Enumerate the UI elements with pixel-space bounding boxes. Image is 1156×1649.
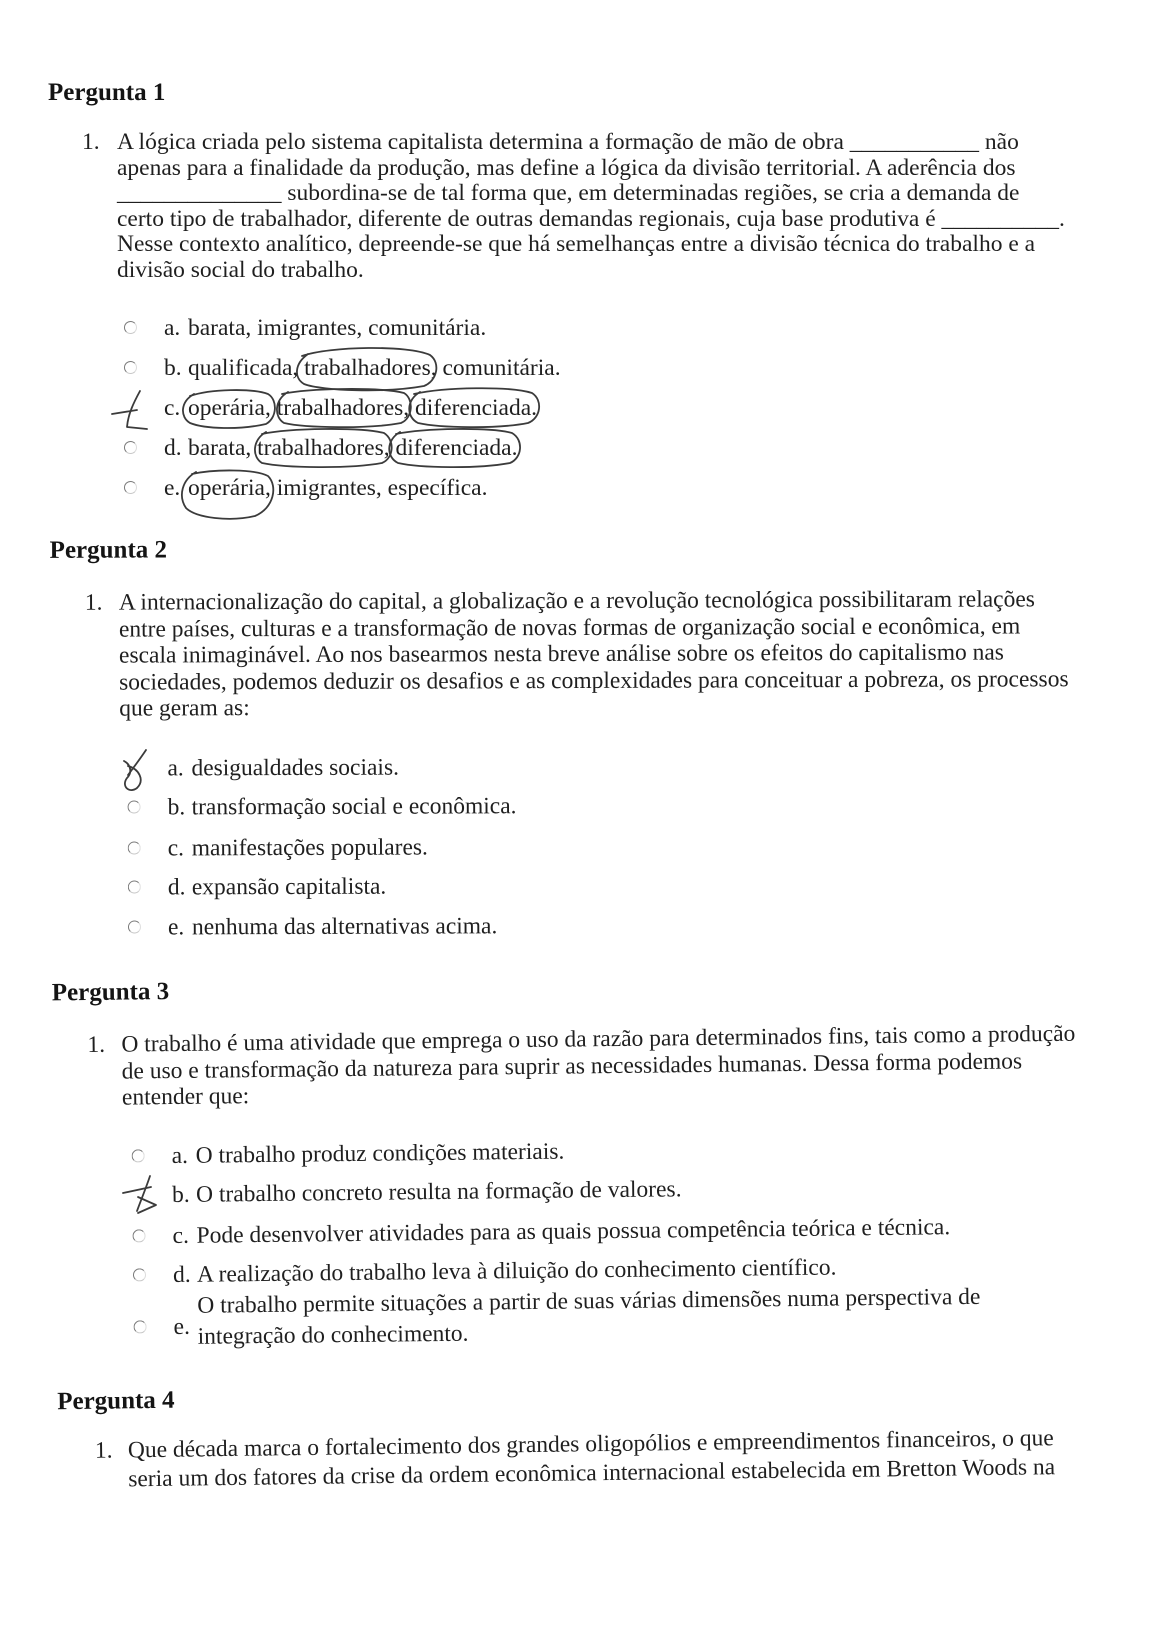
question-text-line: O trabalho é uma atividade que emprega o uso da razão para determinados fins, tais como a produção — [121, 1020, 1076, 1058]
option-text: O trabalho concreto resulta na formação de valores. — [195, 1176, 682, 1208]
question-text-line: Nesse contexto analítico, depreende-se que há semelhanças entre a divisão técnica do trabalho e a — [117, 231, 1036, 258]
option-text: desigualdades sociais. — [191, 754, 399, 782]
option-text: expansão capitalista. — [191, 873, 387, 901]
question-number: 1. — [94, 1437, 113, 1464]
option-text: barata, imigrantes, comunitária. — [188, 315, 487, 341]
question-heading: Pergunta 4 — [57, 1386, 175, 1416]
option-letter: c. — [172, 1222, 190, 1250]
option-letter: c. — [164, 395, 181, 421]
question-text-line: apenas para a finalidade da produção, mas define a lógica da divisão territorial. A aderência dos — [117, 154, 1016, 181]
question-number: 1. — [82, 129, 100, 155]
question-text-line: A lógica criada pelo sistema capitalista determina a formação de mão de obra ___________ não — [117, 129, 1019, 155]
option-text: nenhuma das alternativas acima. — [191, 913, 498, 941]
option-letter: d. — [172, 1261, 191, 1289]
option-letter: a. — [167, 755, 184, 782]
option-letter: d. — [167, 874, 186, 901]
question-text-line: escala inimaginável. Ao nos basearmos nesta breve análise sobre os efeitos do capitalismo nas — [118, 639, 1004, 669]
question-number: 1. — [87, 1031, 106, 1059]
option-letter: c. — [167, 835, 185, 862]
question-text-line: sociedades, podemos deduzir os desafios e as complexidades para conceituar a pobreza, os processos — [119, 666, 1069, 696]
option-letter: a. — [171, 1142, 189, 1170]
option-letter: e. — [164, 475, 181, 501]
question-text-line: divisão social do trabalho. — [117, 256, 364, 283]
option-text: barata, trabalhadores, diferenciada. — [188, 435, 518, 461]
option-letter: b. — [164, 355, 182, 381]
question-text-line: entre países, culturas e a transformação de novas formas de organização social e econômica, em — [118, 613, 1021, 643]
option-text: transformação social e econômica. — [191, 793, 517, 821]
question-text-line: que geram as: — [119, 695, 250, 722]
option-letter: b. — [167, 794, 186, 821]
option-letter: b. — [171, 1181, 190, 1209]
option-text: operária, imigrantes, específica. — [188, 475, 488, 501]
option-text: qualificada, trabalhadores, comunitária. — [188, 355, 561, 381]
option-text: manifestações populares. — [191, 834, 428, 862]
question-text-line: ______________ subordina-se de tal forma que, em determinadas regiões, se cria a demanda de — [117, 180, 1020, 207]
option-text: Pode desenvolver atividades para as quais possua competência teórica e técnica. — [196, 1214, 951, 1249]
option-letter: e. — [167, 914, 185, 941]
question-text-line: de uso e transformação da natureza para suprir as necessidades humanas. Dessa forma podemos — [121, 1047, 1023, 1085]
question-number: 1. — [84, 589, 103, 616]
option-letter: d. — [164, 435, 182, 461]
option-letter: e. — [173, 1313, 191, 1341]
option-letter: a. — [164, 315, 181, 341]
question-text-line: Que década marca o fortalecimento dos grandes oligopólios e empreendimentos financeiros, o que — [127, 1425, 1054, 1464]
question-text-line: certo tipo de trabalhador, diferente de outras demandas regionais, cuja base produtiva é __________. — [117, 205, 1065, 232]
option-text-line: integração do conhecimento. — [197, 1320, 469, 1350]
question-text — [128, 1424, 1056, 1494]
option-text-line: O trabalho permite situações a partir de suas várias dimensões numa perspectiva de — [197, 1283, 981, 1319]
question-heading: Pergunta 3 — [51, 978, 170, 1007]
question-heading: Pergunta 1 — [48, 79, 166, 106]
question-text-line: entender que: — [121, 1083, 250, 1111]
option-text: A realização do trabalho leva à diluição do conhecimento científico. — [196, 1254, 837, 1288]
option-text: O trabalho produz condições materiais. — [195, 1138, 565, 1169]
question-heading: Pergunta 2 — [49, 536, 168, 564]
question-text-line: seria um dos fatores da crise da ordem econômica internacional estabelecida em Bretton Woods na — [128, 1454, 1056, 1493]
option-text: operária, trabalhadores, diferenciada. — [188, 395, 538, 421]
question-text-line: A internacionalização do capital, a globalização e a revolução tecnológica possibilitaram relações — [118, 586, 1035, 616]
